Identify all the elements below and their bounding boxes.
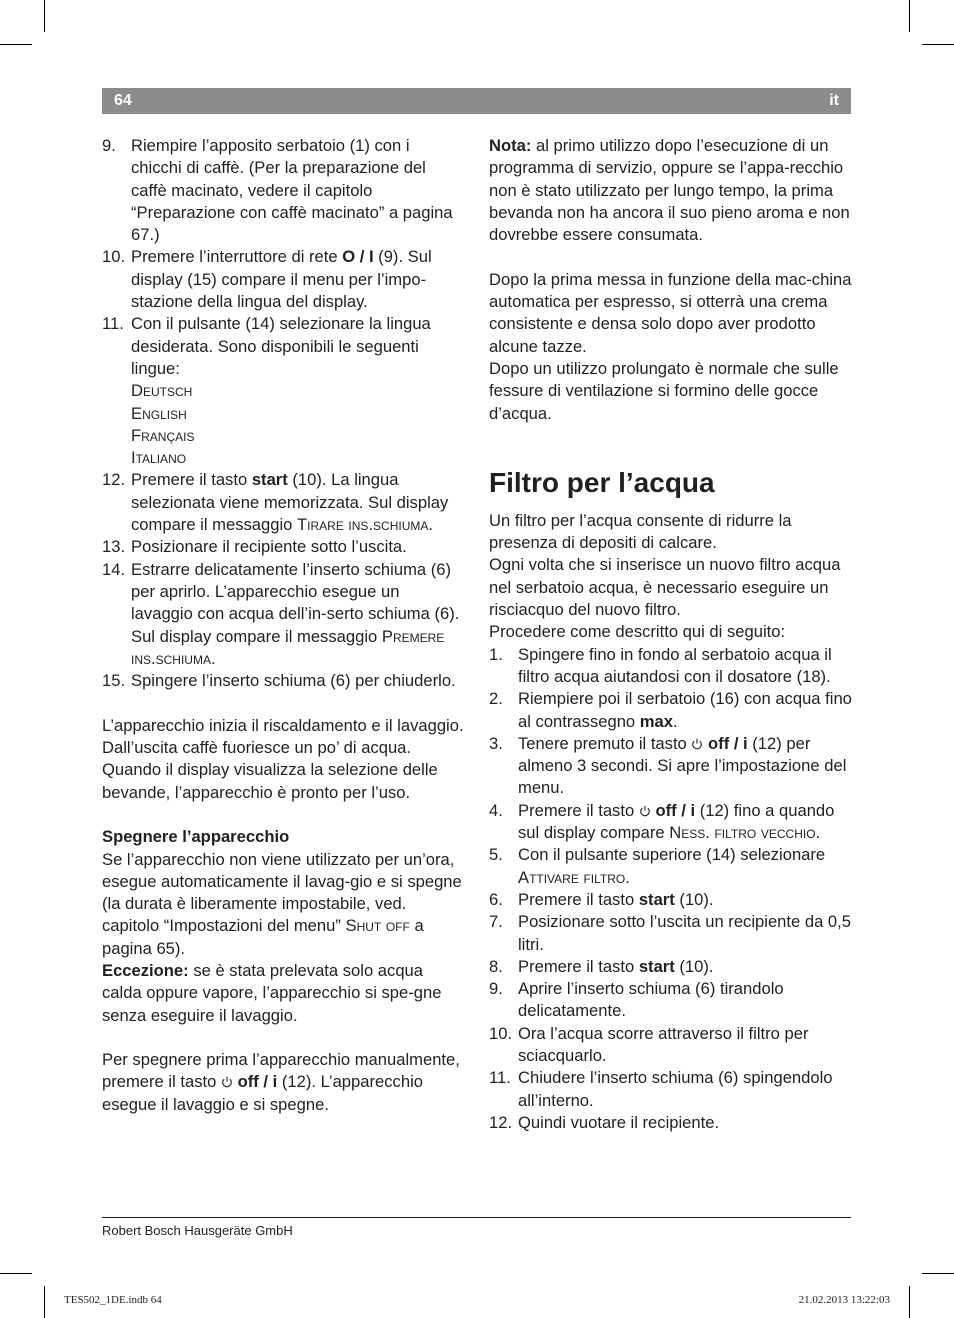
crop-mark — [909, 0, 910, 32]
print-slug-file: TES502_1DE.indb 64 — [64, 1294, 162, 1306]
paragraph: Dopo la prima messa in funzione della mac-china automatica per espresso, si otterrà una crema consistente e densa solo dopo aver prodotto alcune tazze. — [489, 269, 852, 356]
paragraph: Un filtro per l’acqua consente di ridurre la presenza di depositi di calcare. — [489, 510, 792, 553]
paragraph: Dopo un utilizzo prolungato è normale che sulle fessure di ventilazione si formino delle gocce d’acqua. — [489, 358, 839, 423]
crop-mark — [922, 1273, 954, 1274]
section-title: Filtro per l’acqua — [489, 466, 715, 498]
power-icon — [221, 1076, 233, 1088]
language-option: Deutsch — [131, 381, 193, 401]
list-item: 13. Posizionare il recipiente sotto l’uscita. — [102, 537, 407, 557]
print-slug-date: 21.02.2013 13:22:03 — [798, 1294, 890, 1306]
list-item: 3. Tenere premuto il tasto off / i (12) per almeno 3 secondi. Si apre l’impostazione del menu. — [489, 733, 847, 798]
list-item: 12. Quindi vuotare il recipiente. — [489, 1112, 720, 1132]
footer-company: Robert Bosch Hausgeräte GmbH — [102, 1223, 293, 1238]
crop-mark — [44, 1286, 45, 1318]
list-item: 15. Spingere l’inserto schiuma (6) per chiuderlo. — [102, 671, 456, 691]
list-item: 2. Riempiere poi il serbatoio (16) con acqua fino al contrassegno max. — [489, 689, 852, 731]
language-option: Italiano — [131, 448, 187, 468]
list-item: 10. Ora l’acqua scorre attraverso il filtro per sciacquarlo. — [489, 1023, 809, 1065]
list-item: 11. Con il pulsante (14) selezionare la lingua desiderata. Sono disponibili le seguenti lingue: Deutsch English Français Italiano — [102, 313, 464, 469]
list-item: 9. Aprire l’inserto schiuma (6) tirandolo delicatamente. — [489, 979, 784, 1021]
exception-paragraph: Eccezione: se è stata prelevata solo acqua calda oppure vapore, l’apparecchio si spe-gne senza eseguire il lavaggio. — [102, 960, 442, 1025]
crop-mark — [44, 0, 45, 32]
language-option: Français — [131, 425, 195, 445]
subheading: Spegnere l’apparecchio — [102, 827, 290, 847]
crop-mark — [0, 1273, 32, 1274]
page-number: 64 — [114, 92, 132, 109]
crop-mark — [922, 44, 954, 45]
power-icon — [639, 805, 651, 817]
paragraph: Procedere come descritto qui di seguito: — [489, 622, 786, 642]
right-column — [489, 135, 853, 1134]
crop-mark — [0, 44, 32, 45]
page-header-bar — [102, 88, 851, 114]
paragraph: Se l’apparecchio non viene utilizzato per un’ora, esegue automaticamente il lavag-gio e si spegne (la durata è liberamente impostabile, ved. capitolo “Impostazioni del menu” Shut off a pagina 65). — [102, 849, 462, 958]
language-code: it — [829, 92, 839, 109]
paragraph: Per spegnere prima l’apparecchio manualmente, premere il tasto off / i (12). L’apparecchio esegue il lavaggio e si spegne. — [102, 1050, 460, 1114]
note-paragraph: Nota: al primo utilizzo dopo l’esecuzione di un programma di servizio, oppure se l’appa-recchio non è stato utilizzato per lungo tempo, la prima bevanda non ha ancora il suo pieno aroma e non dovrebbe essere consumata. — [489, 136, 850, 245]
crop-mark — [909, 1286, 910, 1318]
list-item: 12. Premere il tasto start (10). La lingua selezionata viene memorizzata. Sul display compare il messaggio Tirare ins.schiuma. — [102, 470, 449, 535]
list-item: 7. Posizionare sotto l’uscita un recipiente da 0,5 litri. — [489, 912, 851, 954]
footer-rule — [102, 1217, 851, 1218]
list-item: 6. Premere il tasto start (10). — [489, 889, 714, 909]
list-item: 11. Chiudere l’inserto schiuma (6) spingendolo all’interno. — [489, 1068, 833, 1110]
paragraph: L’apparecchio inizia il riscaldamento e il lavaggio. Dall’uscita caffè fuoriesce un po’ di acqua. Quando il display visualizza la selezione delle bevande, l’apparecchio è pronto per l’uso. — [102, 715, 464, 802]
language-option: English — [131, 403, 187, 423]
power-icon — [691, 738, 703, 750]
list-item: 10. Premere l’interruttore di rete O / I (9). Sul display (15) compare il menu per l’impo-stazione della lingua del display. — [102, 247, 432, 312]
list-item: 1. Spingere fino in fondo al serbatoio acqua il filtro acqua aiutandosi con il dosatore (18). — [489, 644, 832, 686]
list-item: 14. Estrarre delicatamente l’inserto schiuma (6) per aprirlo. L’apparecchio esegue un lavaggio con acqua dell’in-serto schiuma (6). Sul display compare il messaggio Premere ins.schiuma. — [102, 559, 460, 668]
list-item: 5. Con il pulsante superiore (14) selezionare Attivare filtro. — [489, 845, 826, 887]
list-item: 4. Premere il tasto off / i (12) fino a quando sul display compare Ness. filtro vecchio. — [489, 800, 835, 843]
list-item: 8. Premere il tasto start (10). — [489, 956, 714, 976]
list-item: 9. Riempire l’apposito serbatoio (1) con i chicchi di caffè. (Per la preparazione del caffè macinato, vedere il capitolo “Preparazione con caffè macinato” a pagina 67.) — [102, 136, 453, 245]
paragraph: Ogni volta che si inserisce un nuovo filtro acqua nel serbatoio acqua, è necessario eseguire un risciacquo del nuovo filtro. — [489, 555, 841, 620]
left-column — [102, 135, 464, 1116]
